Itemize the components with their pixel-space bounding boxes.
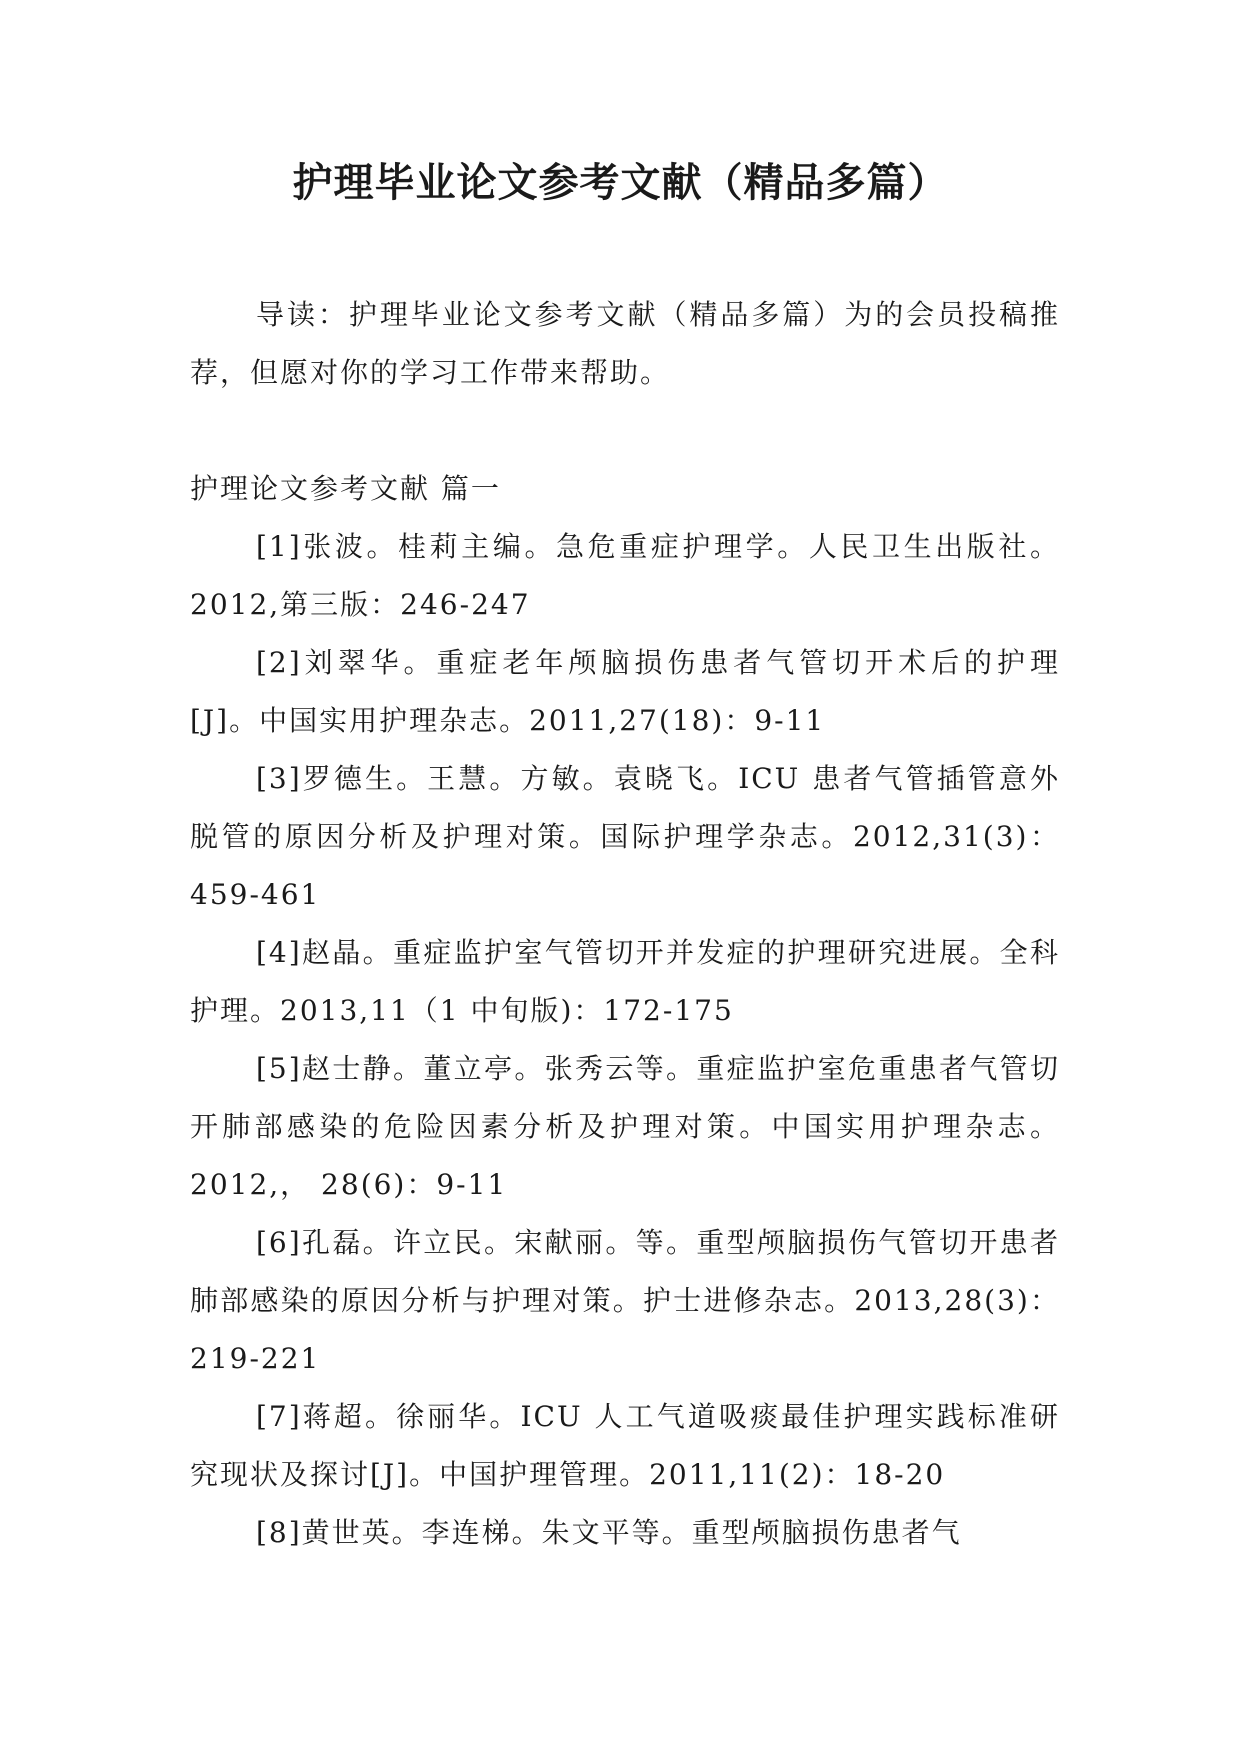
- reference-item: [3]罗德生。王慧。方敏。袁晓飞。ICU 患者气管插管意外脱管的原因分析及护理对策。国际护理学杂志。2012,31(3)：459-461: [190, 762, 1060, 911]
- reference-item: [7]蒋超。徐丽华。ICU 人工气道吸痰最佳护理实践标准研究现状及探讨[J]。中国护理管理。2011,11(2)：18-20: [190, 1400, 1060, 1491]
- reference-item: [4]赵晶。重症监护室气管切开并发症的护理研究进展。全科护理。2013,11（1 中旬版)：172-175: [190, 936, 1060, 1027]
- reference-item: [5]赵士静。董立亭。张秀云等。重症监护室危重患者气管切开肺部感染的危险因素分析及护理对策。中国实用护理杂志。2012,， 28(6)：9-11: [190, 1052, 1060, 1201]
- reference-item: [1]张波。桂莉主编。急危重症护理学。人民卫生出版社。 2012,第三版：246-247: [190, 530, 1060, 621]
- reference-list: [190, 460, 1060, 1562]
- section-heading: 护理论文参考文献 篇一: [190, 472, 501, 505]
- intro-paragraph: 导读：护理毕业论文参考文献（精品多篇）为的会员投稿推荐，但愿对你的学习工作带来帮助。: [190, 298, 1060, 389]
- document-title: 护理毕业论文参考文献（精品多篇）: [292, 160, 949, 206]
- reference-item: [2]刘翠华。重症老年颅脑损伤患者气管切开术后的护理 [J]。中国实用护理杂志。2011,27(18)：9-11: [190, 646, 1060, 737]
- reference-item: [8]黄世英。李连梯。朱文平等。重型颅脑损伤患者气: [256, 1516, 962, 1549]
- reference-item: [6]孔磊。许立民。宋献丽。等。重型颅脑损伤气管切开患者肺部感染的原因分析与护理对策。护士进修杂志。2013,28(3)：219-221: [190, 1226, 1060, 1375]
